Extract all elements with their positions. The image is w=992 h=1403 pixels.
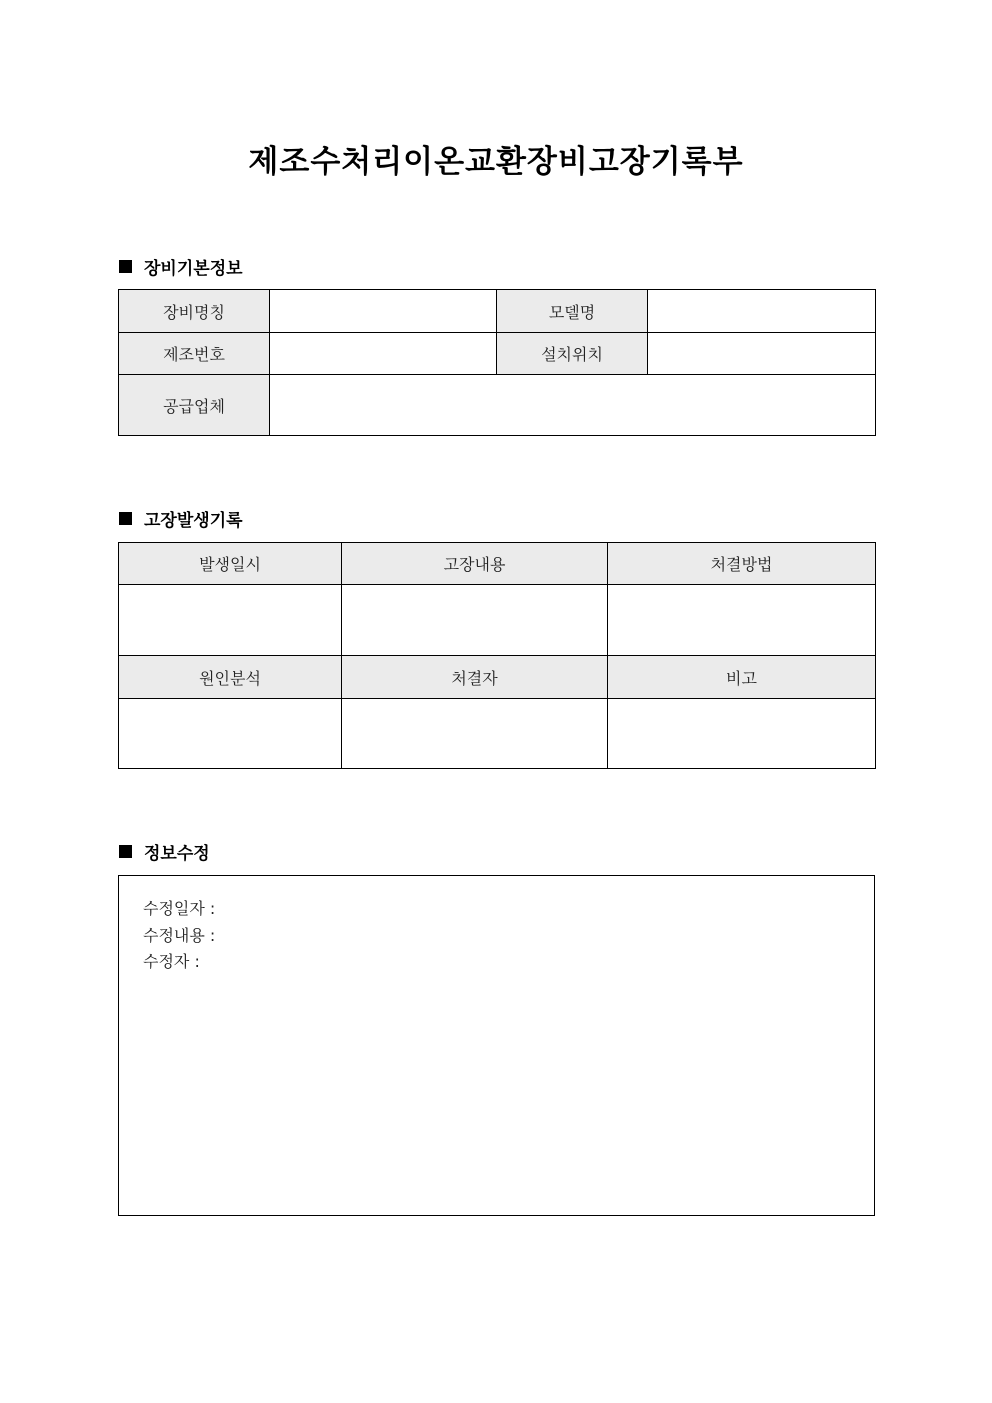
reviser-label: 수정자 : [143,952,200,971]
table-header-row [119,543,876,585]
section-heading-basic-info [119,254,243,279]
table-row [119,699,876,769]
revision-box[interactable] [118,875,875,1216]
revision-date-label: 수정일자 : [143,899,216,918]
section-heading-failure-record [119,506,243,531]
square-bullet-icon [119,845,132,858]
label-install-location: 설치위치 [497,333,648,375]
model-name-field[interactable] [648,290,876,333]
failure-record-table [118,542,876,769]
remarks-field[interactable] [608,699,876,769]
label-serial-number: 제조번호 [119,333,270,375]
supplier-field[interactable] [270,375,876,436]
header-resolution-method: 처결방법 [608,543,876,585]
header-remarks: 비고 [608,656,876,699]
label-model-name: 모델명 [497,290,648,333]
table-header-row [119,656,876,699]
document-title: 제조수처리이온교환장비고장기록부 [248,144,744,180]
square-bullet-icon [119,260,132,273]
header-occurrence-datetime: 발생일시 [119,543,342,585]
serial-number-field[interactable] [270,333,497,375]
header-failure-details: 고장내용 [342,543,608,585]
section-heading-text: 정보수정 [144,844,210,864]
section-heading-text: 장비기본정보 [144,259,243,279]
table-row [119,585,876,656]
revision-content-line [143,923,874,950]
failure-details-field[interactable] [342,585,608,656]
label-supplier: 공급업체 [119,375,270,436]
cause-analysis-field[interactable] [119,699,342,769]
square-bullet-icon [119,512,132,525]
header-cause-analysis: 원인분석 [119,656,342,699]
header-handler: 처결자 [342,656,608,699]
resolution-method-field[interactable] [608,585,876,656]
table-row [119,333,876,375]
revision-content-label: 수정내용 : [143,925,216,945]
install-location-field[interactable] [648,333,876,375]
reviser-line [143,949,874,976]
section-heading-revision [119,839,210,864]
handler-field[interactable] [342,699,608,769]
revision-date-line [143,896,874,923]
occurrence-datetime-field[interactable] [119,585,342,656]
table-row [119,290,876,333]
equipment-name-field[interactable] [270,290,497,333]
section-heading-text: 고장발생기록 [144,511,243,531]
table-row [119,375,876,436]
equipment-info-table [118,289,876,436]
label-equipment-name: 장비명칭 [119,290,270,333]
